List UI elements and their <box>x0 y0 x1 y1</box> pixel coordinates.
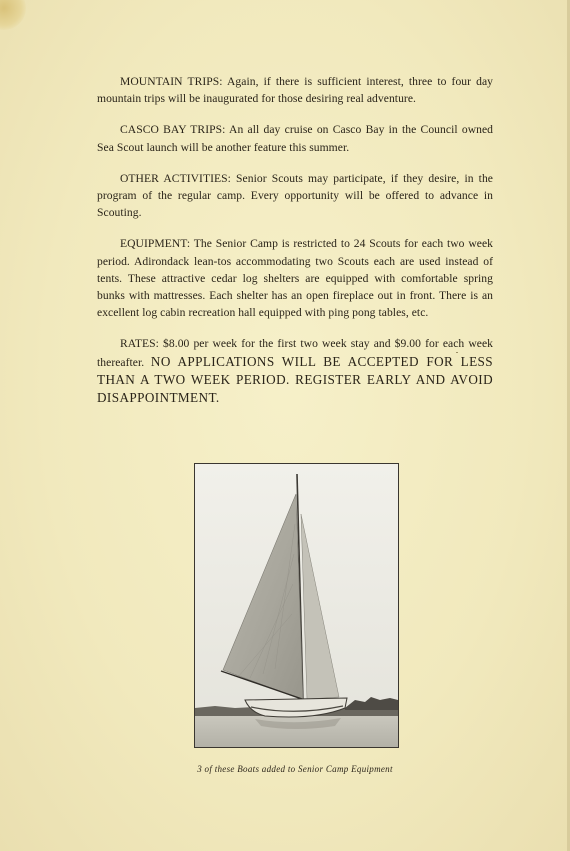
paragraph-heading: MOUNTAIN TRIPS: <box>120 75 223 88</box>
paragraph-heading: CASCO BAY TRIPS: <box>120 123 226 137</box>
sailboat-image <box>195 464 398 747</box>
paragraph-other-activities <box>97 170 493 222</box>
speck <box>456 352 458 353</box>
paragraph-equipment <box>97 235 493 321</box>
sailboat-photo <box>194 463 399 748</box>
rates-heading: RATES: <box>120 337 159 351</box>
paragraph-body: The Senior Camp is restricted to 24 Scouts for each two week period. Adirondack lean-tos accommodating two Scouts each are used instead of tents. These attractive cedar log shelters are equipped with comfortable spring bunks with mattresses. Each shelter has an open fireplace out in front. There is an excellent log cabin recreation hall equipped with ping pong tables, etc. <box>97 237 493 320</box>
paragraph-body: An all day cruise on Casco Bay in the Council owned Sea Scout launch will be another feature this summer. <box>97 123 494 154</box>
water <box>195 716 398 747</box>
paragraph-mountain-trips <box>97 73 493 107</box>
rates-notice: NO APPLICATIONS WILL BE ACCEPTED FOR LESS THAN A TWO WEEK PERIOD. REGISTER EARLY AND AVOID DISAPPOINTMENT. <box>97 353 493 406</box>
paragraph-heading: OTHER ACTIVITIES: <box>120 171 231 185</box>
body-text <box>97 73 493 421</box>
page-stain <box>0 0 26 30</box>
paragraph-casco-bay-trips <box>97 121 493 155</box>
paragraph-heading: EQUIPMENT: <box>120 237 191 251</box>
rates-body: $8.00 per week for the first two week stay and $9.00 for each week thereafter. <box>97 337 493 369</box>
photo-caption: 3 of these Boats added to Senior Camp Equipment <box>197 764 393 774</box>
paragraph-rates <box>97 335 493 407</box>
paragraph-body: Senior Scouts may participate, if they desire, in the program of the regular camp. Every opportunity will be offered to advance in Scouting. <box>97 171 493 220</box>
paragraph-body: Again, if there is sufficient interest, three to four day mountain trips will be inaugurated for those desiring real adventure. <box>97 75 494 106</box>
